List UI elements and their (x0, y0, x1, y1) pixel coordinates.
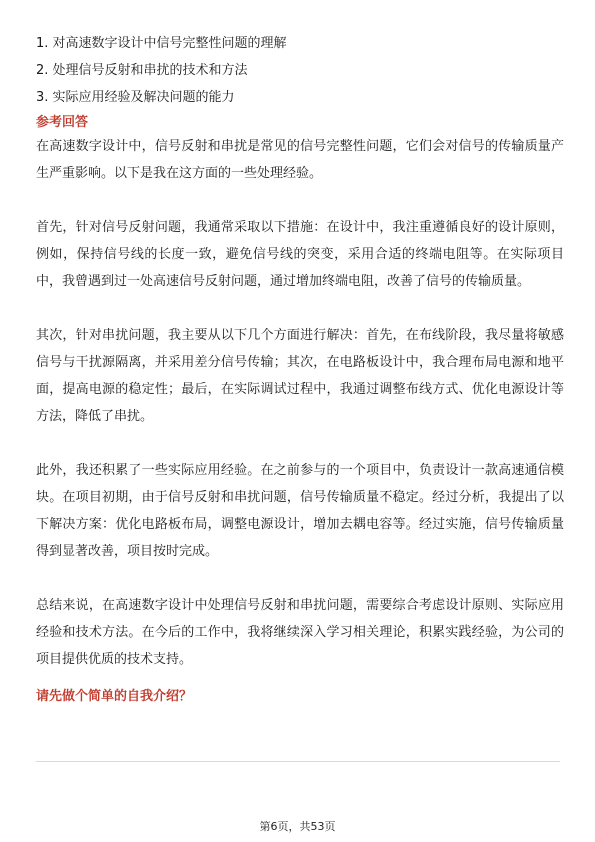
answer-paragraph: 总结来说，在高速数字设计中处理信号反射和串扰问题，需要综合考虑设计原则、实际应用经验和技术方法。在今后的工作中，我将继续深入学习相关理论，积累实践经验，为公司的项目提供优质的技术支持。 (36, 598, 564, 667)
list-item: 3. 实际应用经验及解决问题的能力 (36, 90, 235, 105)
answer-paragraph: 在高速数字设计中，信号反射和串扰是常见的信号完整性问题，它们会对信号的传输质量产生严重影响。以下是我在这方面的一些处理经验。 (36, 139, 564, 181)
page-content (36, 30, 564, 707)
list-item: 1. 对高速数字设计中信号完整性问题的理解 (36, 36, 287, 51)
next-question: 请先做个简单的自我介绍？ (36, 689, 193, 704)
answer-paragraph: 此外，我还积累了一些实际应用经验。在之前参与的一个项目中，负责设计一款高速通信模块。在项目初期，由于信号反射和串扰问题，信号传输质量不稳定。经过分析，我提出了以下解决方案：优化电路板布局，调整电源设计，增加去耦电容等。经过实施，信号传输质量得到显著改善，项目按时完成。 (36, 463, 564, 559)
page-footer: 第6页，共53页 (259, 820, 336, 833)
list-item: 2. 处理信号反射和串扰的技术和方法 (36, 63, 248, 78)
answer-paragraph: 首先，针对信号反射问题，我通常采取以下措施：在设计中，我注重遵循良好的设计原则，例如，保持信号线的长度一致，避免信号线的突变，采用合适的终端电阻等。在实际项目中，我曾遇到过一处高速信号反射问题，通过增加终端电阻，改善了信号的传输质量。 (36, 220, 564, 289)
answer-heading: 参考回答 (36, 115, 89, 130)
divider (36, 761, 560, 762)
answer-paragraph: 其次，针对串扰问题，我主要从以下几个方面进行解决：首先，在布线阶段，我尽量将敏感信号与干扰源隔离，并采用差分信号传输；其次，在电路板设计中，我合理布局电源和地平面，提高电源的稳定性；最后，在实际调试过程中，我通过调整布线方式、优化电源设计等方法，降低了串扰。 (36, 328, 564, 424)
